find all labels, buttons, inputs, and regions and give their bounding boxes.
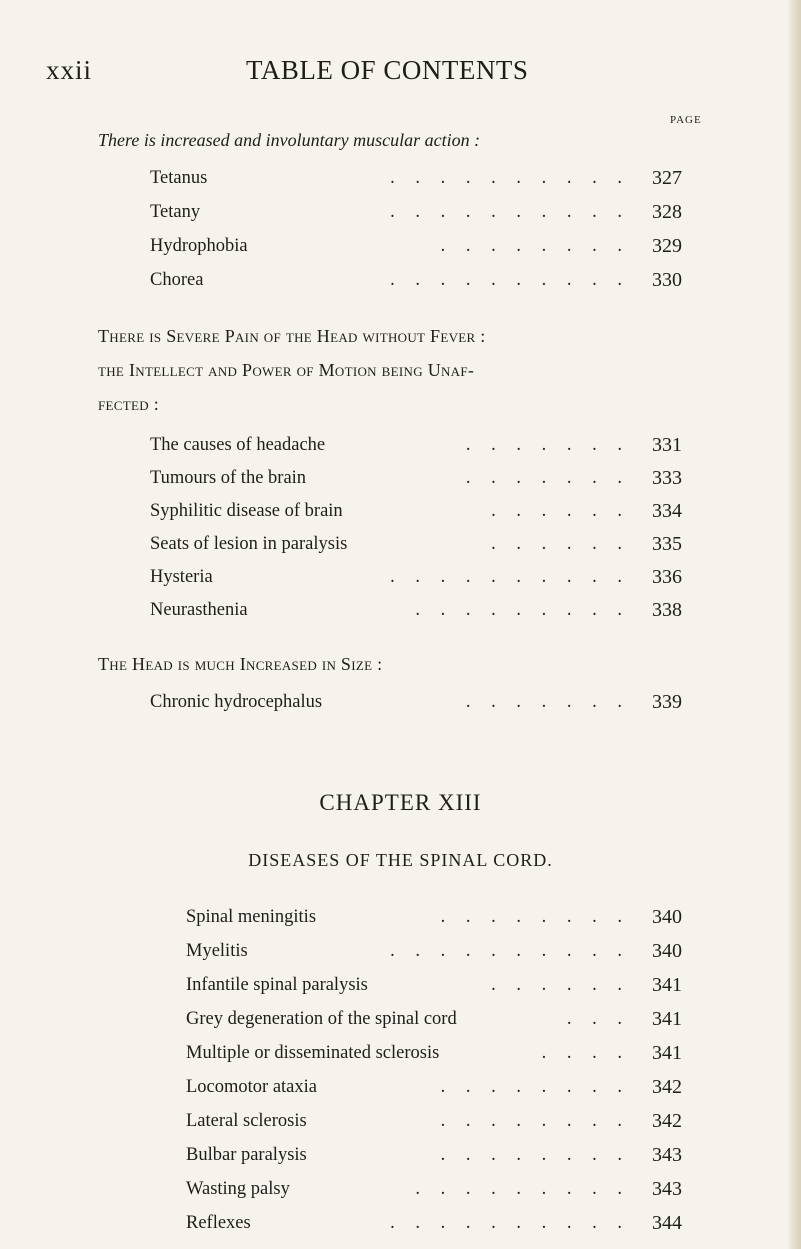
entry-title: Syphilitic disease of brain [150,501,343,521]
leader-dots: . . . . . . . . . [415,600,630,620]
entry-page: 343 [652,1178,682,1200]
toc-entry [186,900,696,934]
toc-entry [186,934,696,968]
entry-title: Grey degeneration of the spinal cord [186,1009,457,1029]
entry-title: Reflexes [186,1213,251,1233]
entry-title: Multiple or disseminated sclerosis [186,1043,440,1063]
toc-entry [150,428,696,462]
entry-title: Hysteria [150,567,213,587]
entry-title: Tetanus [150,168,208,188]
entry-title: Tumours of the brain [150,468,307,488]
page-column-label: PAGE [670,114,702,126]
section-heading-line: fected : [98,394,160,414]
entry-title: Infantile spinal paralysis [186,975,368,995]
section-heading-line: There is Severe Pain of the Head without Fever : [98,326,486,346]
entry-title: Hydrophobia [150,236,248,256]
leader-dots: . . . [566,1009,630,1029]
entry-page: 328 [652,201,682,223]
leader-dots: . . . . . . . . . . [390,202,630,222]
entry-title: Myelitis [186,941,248,961]
entry-page: 340 [652,940,682,962]
toc-entry [150,161,696,195]
leader-dots: . . . . . . . . . . [390,168,630,188]
entry-page: 334 [652,500,682,522]
leader-dots: . . . . . . [491,534,630,554]
entry-title: Chronic hydrocephalus [150,692,323,712]
section-heading-line: the Intellect and Power of Motion being Unaf- [98,360,475,380]
leader-dots: . . . . . . [491,501,630,521]
toc-entry [186,1104,696,1138]
entry-title: Neurasthenia [150,600,248,620]
entry-title: The causes of headache [150,435,326,455]
entry-title: Tetany [150,202,201,222]
entry-page: 340 [652,906,682,928]
toc-entry [150,461,696,495]
entry-page: 341 [652,1008,682,1030]
leader-dots: . . . . . . . . . . [390,941,630,961]
page-header [0,55,801,95]
chapter-subject: DISEASES OF THE SPINAL CORD. [248,850,553,870]
entry-title: Wasting palsy [186,1179,290,1199]
leader-dots: . . . . . . . . . . [390,567,630,587]
entry-page: 341 [652,1042,682,1064]
section-heading: The Head is much Increased in Size : [98,654,383,674]
leader-dots: . . . . . . . . [440,1145,630,1165]
leader-dots: . . . . . . . . [440,907,630,927]
toc-entry [150,195,696,229]
entry-title: Spinal meningitis [186,907,317,927]
entry-page: 331 [652,434,682,456]
entry-page: 342 [652,1110,682,1132]
entry-title: Chorea [150,270,204,290]
toc-entry [186,968,696,1002]
entry-page: 342 [652,1076,682,1098]
leader-dots: . . . . . . . . [440,1111,630,1131]
entry-page: 327 [652,167,682,189]
toc-entry [186,1138,696,1172]
page-edge-shadow [787,0,801,1249]
entry-page: 341 [652,974,682,996]
entry-title: Locomotor ataxia [186,1077,317,1097]
entry-page: 344 [652,1212,682,1234]
leader-dots: . . . . . . . [465,692,630,712]
toc-entry [186,1002,696,1036]
chapter-title: CHAPTER XIII [319,790,482,815]
entry-title: Bulbar paralysis [186,1145,307,1165]
toc-entry [150,593,696,627]
leader-dots: . . . . . . . [465,435,630,455]
section-heading: There is increased and involuntary muscular action : [98,130,481,150]
toc-entry [150,229,696,263]
page-number: xxii [46,55,93,85]
entry-page: 330 [652,269,682,291]
toc-entry [150,685,696,719]
toc-entry [186,1036,696,1070]
toc-entry [150,560,696,594]
entry-page: 336 [652,566,682,588]
toc-entry [150,263,696,297]
leader-dots: . . . . . . . . [440,236,630,256]
leader-dots: . . . . . . . . . . [390,270,630,290]
leader-dots: . . . . [541,1043,630,1063]
entry-page: 338 [652,599,682,621]
leader-dots: . . . . . . . [465,468,630,488]
running-head: TABLE OF CONTENTS [246,55,529,85]
entry-page: 343 [652,1144,682,1166]
entry-page: 335 [652,533,682,555]
entry-page: 333 [652,467,682,489]
toc-entry [150,527,696,561]
leader-dots: . . . . . . [491,975,630,995]
leader-dots: . . . . . . . . . [415,1179,630,1199]
toc-entry [150,494,696,528]
leader-dots: . . . . . . . . [440,1077,630,1097]
entry-title: Lateral sclerosis [186,1111,307,1131]
toc-entry [186,1206,696,1240]
toc-entry [186,1172,696,1206]
leader-dots: . . . . . . . . . . [390,1213,630,1233]
entry-page: 339 [652,691,682,713]
entry-title: Seats of lesion in paralysis [150,534,348,554]
toc-entry [186,1070,696,1104]
entry-page: 329 [652,235,682,257]
